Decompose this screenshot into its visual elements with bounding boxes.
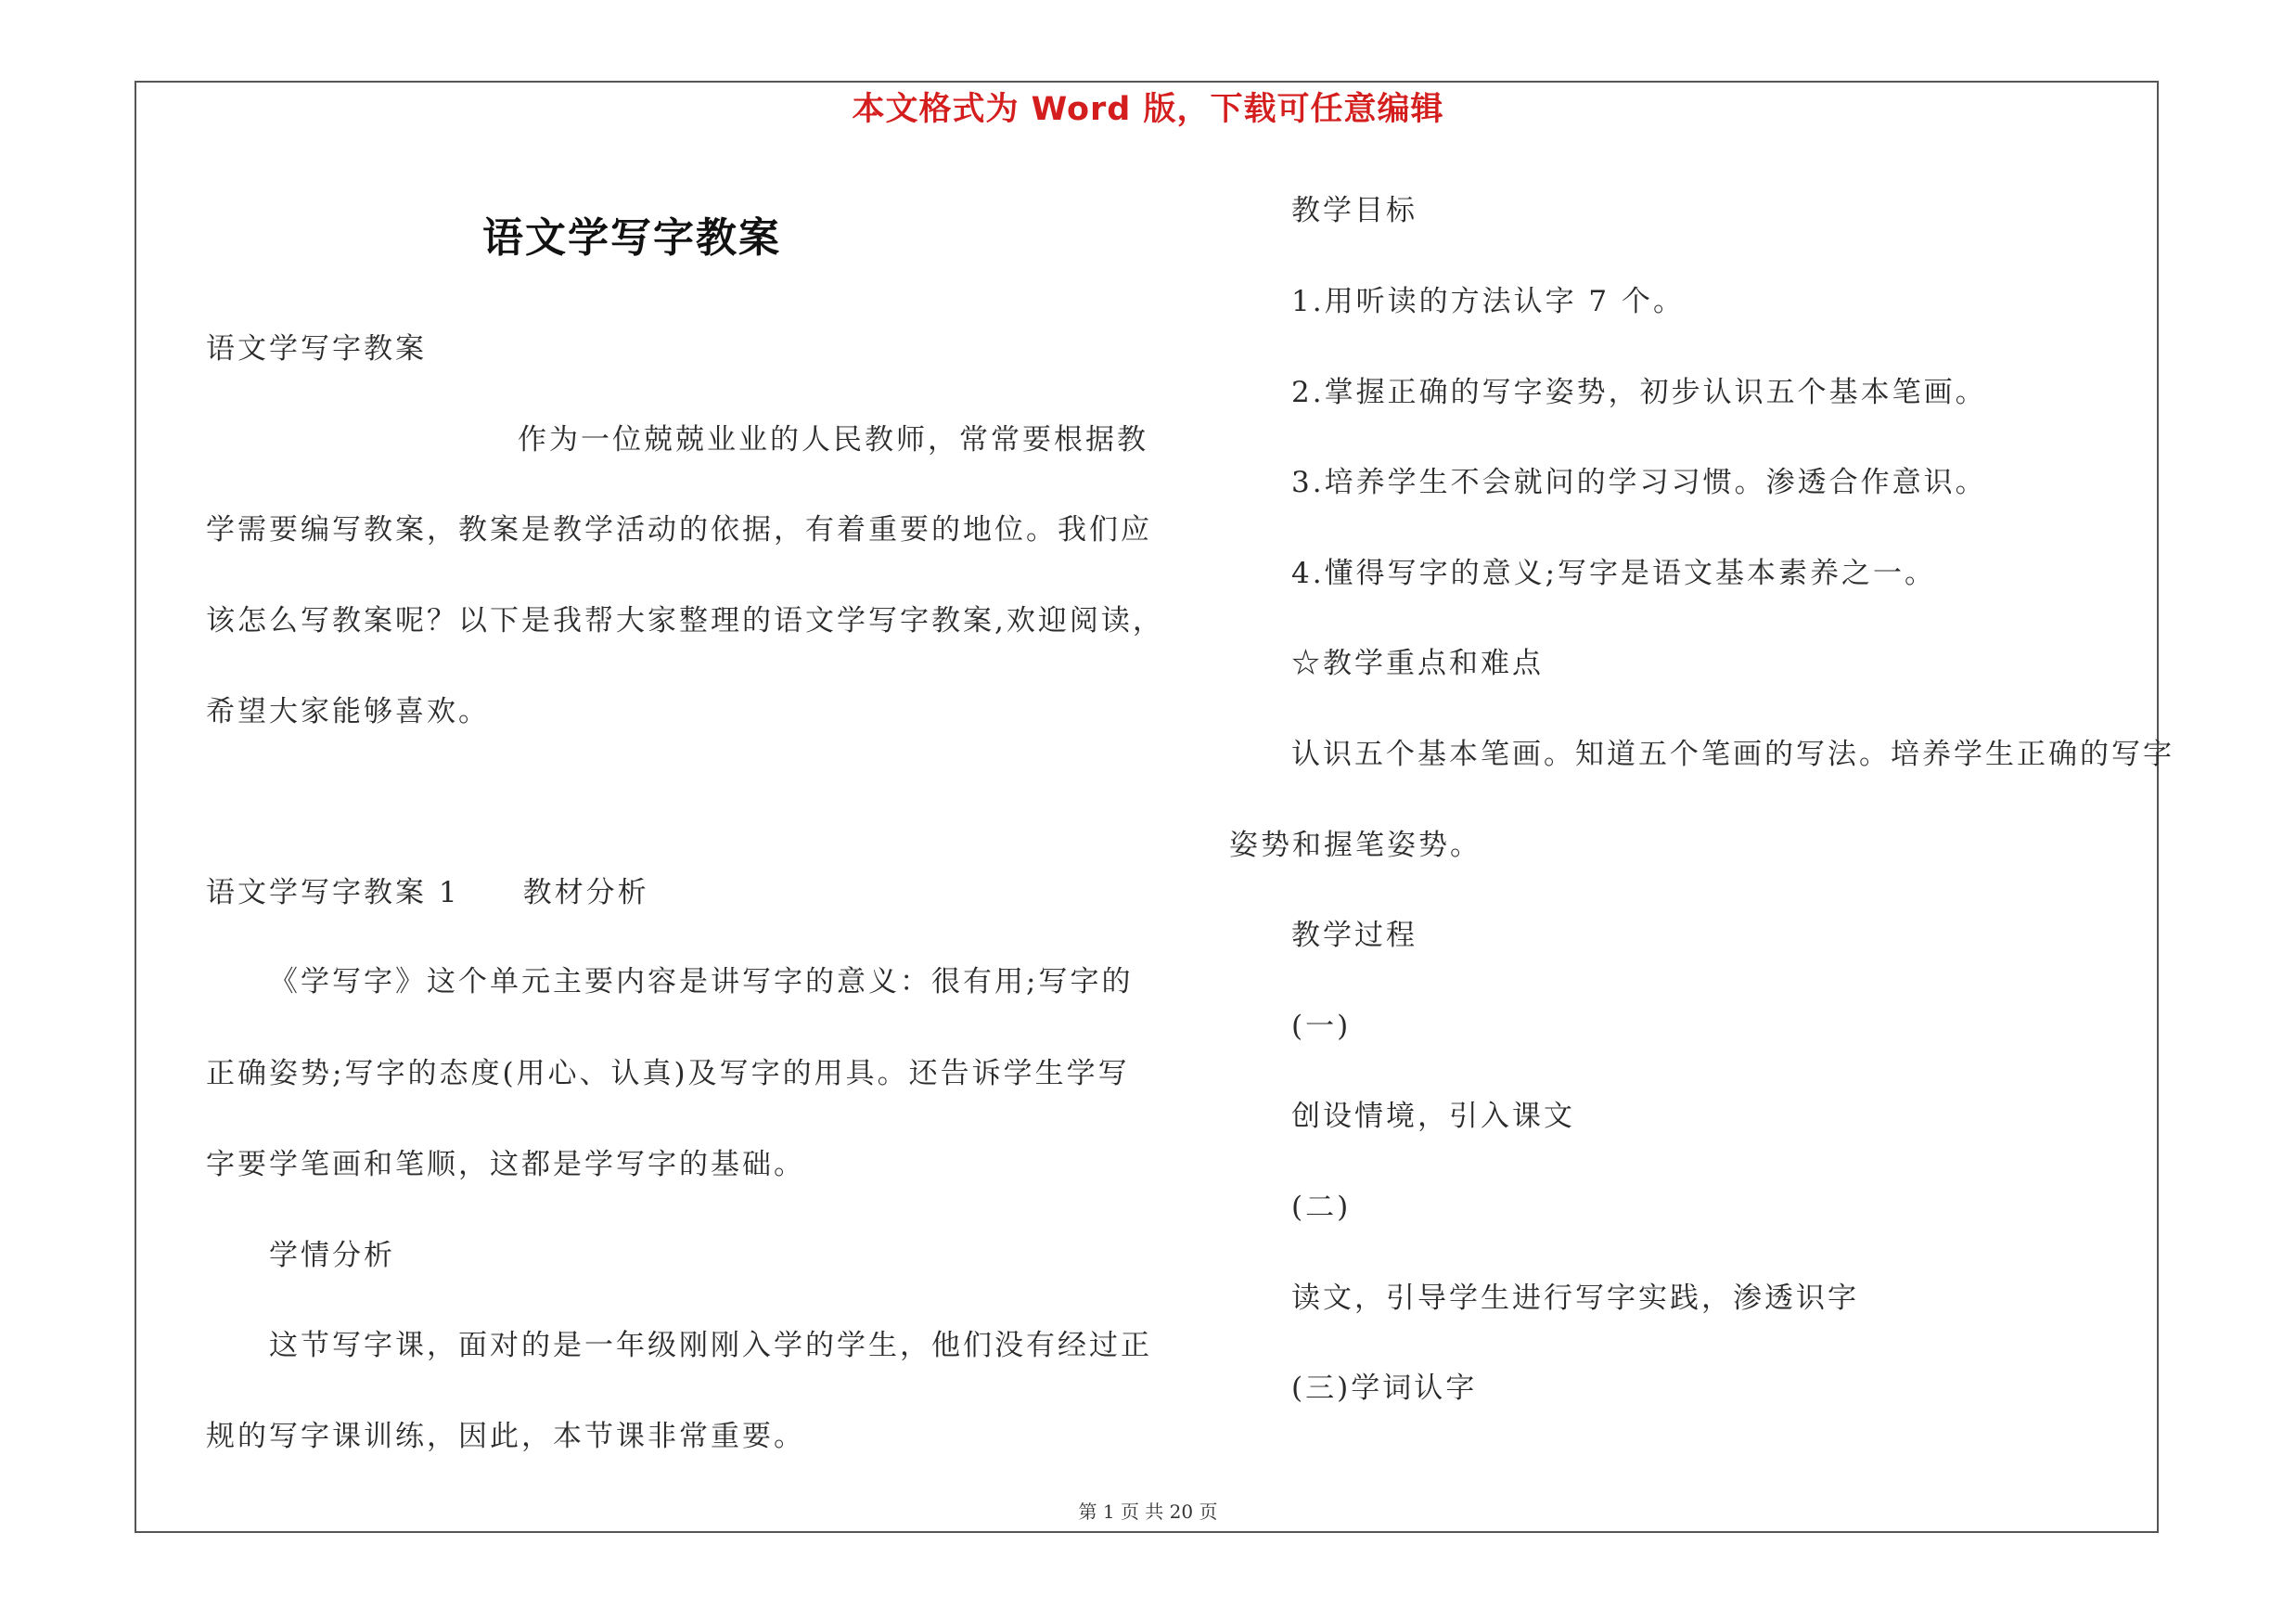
left-paragraph: 该怎么写教案呢？以下是我帮大家整理的语文学写字教案,欢迎阅读，: [206, 604, 1164, 638]
left-paragraph: 字要学笔画和笔顺，这都是学写字的基础。: [206, 1148, 805, 1181]
document-title: 语文学写字教案: [482, 214, 781, 262]
right-section-heading: ☆教学重点和难点: [1291, 647, 1544, 680]
right-paragraph: 读文，引导学生进行写字实践，渗透识字: [1291, 1282, 1859, 1315]
right-paragraph: 姿势和握笔姿势。: [1229, 829, 1481, 862]
right-paragraph: 4.懂得写字的意义;写字是语文基本素养之一。: [1291, 557, 1937, 590]
left-section-heading: 学情分析: [269, 1239, 395, 1272]
right-paragraph: (三)学词认字: [1291, 1372, 1478, 1405]
right-paragraph: 3.培养学生不会就问的学习习惯。渗透合作意识。: [1291, 466, 1987, 499]
left-paragraph: 学需要编写教案，教案是教学活动的依据，有着重要的地位。我们应: [206, 513, 1152, 547]
right-paragraph: 认识五个基本笔画。知道五个笔画的写法。培养学生正确的写字: [1291, 738, 2174, 771]
left-section-heading: 语文学写字教案 1 教材分析: [206, 876, 649, 909]
editable-notice-banner: 本文格式为 Word 版，下载可任意编辑: [852, 91, 1444, 128]
right-section-heading: 教学目标: [1291, 194, 1417, 227]
left-paragraph: 《学写字》这个单元主要内容是讲写字的意义：很有用;写字的: [269, 965, 1134, 998]
left-paragraph: 作为一位兢兢业业的人民教师，常常要根据教: [518, 423, 1148, 457]
right-paragraph: 1.用听读的方法认字 7 个。: [1291, 285, 1686, 318]
left-paragraph: 规的写字课训练，因此，本节课非常重要。: [206, 1420, 805, 1453]
page-border: [135, 81, 2159, 1533]
right-section-heading: 教学过程: [1291, 919, 1417, 952]
right-paragraph: 2.掌握正确的写字姿势，初步认识五个基本笔画。: [1291, 376, 1987, 409]
left-paragraph: 正确姿势;写字的态度(用心、认真)及写字的用具。还告诉学生学写: [206, 1057, 1130, 1090]
right-paragraph: (二): [1291, 1191, 1352, 1224]
right-paragraph: 创设情境，引入课文: [1291, 1100, 1575, 1133]
left-paragraph: 语文学写字教案: [206, 332, 427, 366]
left-paragraph: 这节写字课，面对的是一年级刚刚入学的学生，他们没有经过正: [269, 1329, 1152, 1362]
left-paragraph: 希望大家能够喜欢。: [206, 695, 490, 728]
page-number-footer: 第 1 页 共 20 页: [1078, 1501, 1218, 1523]
right-paragraph: (一): [1291, 1010, 1352, 1043]
